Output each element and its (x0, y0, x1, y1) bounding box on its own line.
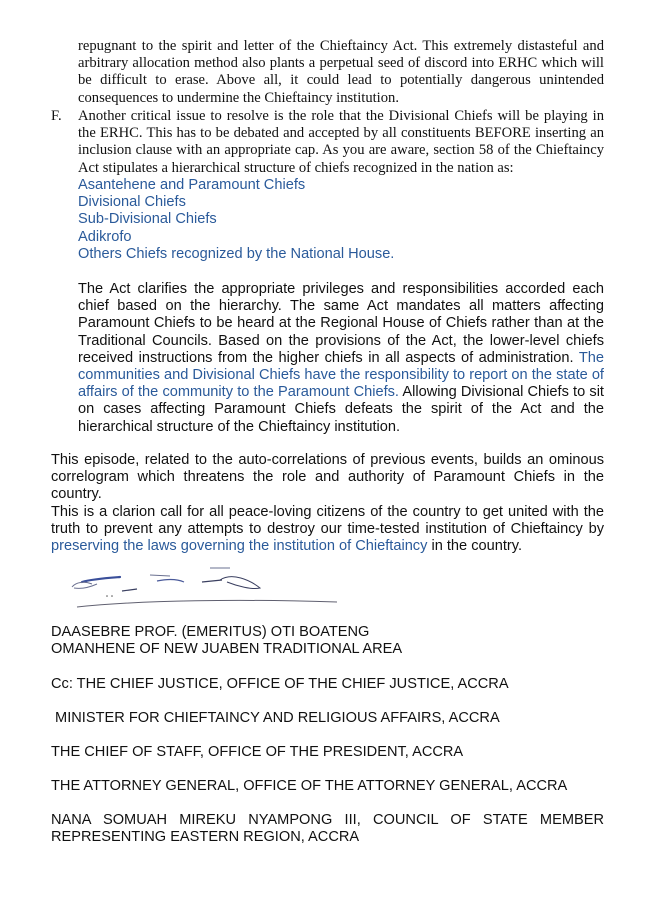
cc-recipient: THE CHIEF OF STAFF, OFFICE OF THE PRESIDENT, ACCRA (51, 744, 464, 760)
signature-image (62, 562, 362, 612)
cc-recipient: THE ATTORNEY GENERAL, OFFICE OF THE ATTORNEY GENERAL, ACCRA (51, 778, 568, 794)
chief-hierarchy-list (78, 177, 604, 263)
clarion-highlight: preserving the laws governing the institution of Chieftaincy (51, 538, 428, 555)
signature-stroke (220, 577, 260, 589)
act-paragraph-text-end: Allowing Divisional Chiefs to sit on cases affecting Paramount Chiefs defeats the spirit of the Act and the hierarchical structure of the Chieftaincy institution. (78, 384, 604, 435)
hierarchy-item: Others Chiefs recognized by the National House. (78, 245, 395, 262)
hierarchy-item: Divisional Chiefs (78, 194, 186, 211)
clarion-text: This is a clarion call for all peace-loving citizens of the country to get united with the truth to prevent any attempts to destroy our time-tested institution of Chieftaincy by (51, 503, 604, 537)
cc-recipient-last (51, 812, 604, 846)
hierarchy-item: Sub-Divisional Chiefs (78, 211, 217, 228)
cc-recipient: MINISTER FOR CHIEFTAINCY AND RELIGIOUS AFFAIRS, ACCRA (51, 710, 500, 726)
signature-stroke (122, 589, 137, 591)
signatory-name: DAASEBRE PROF. (EMERITUS) OTI BOATENG (51, 624, 370, 640)
signature-dot (111, 595, 113, 597)
signature-stroke (82, 577, 120, 582)
signature-stroke (157, 580, 184, 582)
signature-stroke (74, 584, 97, 588)
cc-recipient: Cc: THE CHIEF JUSTICE, OFFICE OF THE CHIEF JUSTICE, ACCRA (51, 676, 509, 692)
act-paragraph-highlight: The communities and Divisional Chiefs have the responsibility to report on the state of affairs of the community to the Paramount Chiefs. (78, 349, 604, 401)
episode-paragraph: This episode, related to the auto-correlations of previous events, builds an ominous correlogram which threatens the role and authority of Paramount Chiefs in the country. (51, 452, 604, 503)
list-item-f (51, 108, 604, 177)
list-marker: F. (51, 108, 62, 124)
signature-dot (106, 595, 108, 597)
list-item-f-text: Another critical issue to resolve is the role that the Divisional Chiefs will be playing in the ERHC. This has to be debated and accepted by all constituents BEFORE inserting an inclusion clause with an appropriate cap. As you are aware, section 58 of the Chieftaincy Act stipulates a hierarchical structure of chiefs recognized in the nation as: (78, 108, 604, 176)
paragraph-e-continuation: repugnant to the spirit and letter of the Chieftaincy Act. This extremely distasteful and arbitrary allocation method also plants a perpetual seed of discord into ERHC which will be difficult to erase. Above all, it could lead to potentially dangerous unintended consequences to undermine the Chieftaincy institution. (78, 38, 604, 106)
signatory-title: OMANHENE OF NEW JUABEN TRADITIONAL AREA (51, 641, 403, 658)
signature-stroke (150, 575, 170, 576)
closing-paragraphs (51, 452, 604, 555)
signature-underline (77, 600, 337, 607)
signatory-block (51, 624, 604, 658)
cc-recipient-line: NANA SOMUAH MIREKU NYAMPONG III, COUNCIL OF STATE MEMBER (51, 812, 604, 828)
clarion-text-end: in the country. (427, 538, 523, 555)
hierarchy-item: Adikrofo (78, 228, 132, 245)
hierarchy-item: Asantehene and Paramount Chiefs (78, 177, 306, 193)
clarion-call-paragraph (51, 504, 604, 556)
act-paragraph (78, 281, 604, 436)
signature-stroke (202, 580, 222, 582)
cc-recipient-line: REPRESENTING EASTERN REGION, ACCRA (51, 829, 360, 846)
act-paragraph-text: The Act clarifies the appropriate privileges and responsibilities accorded each chief based on the hierarchy. The same Act mandates all matters affecting Paramount Chiefs to be heard at the Regional House of Chiefs rather than at the Traditional Councils. Based on the provisions of the Act, the lower-level chiefs received instructions from the higher chiefs in all aspects of administration. (78, 281, 604, 366)
